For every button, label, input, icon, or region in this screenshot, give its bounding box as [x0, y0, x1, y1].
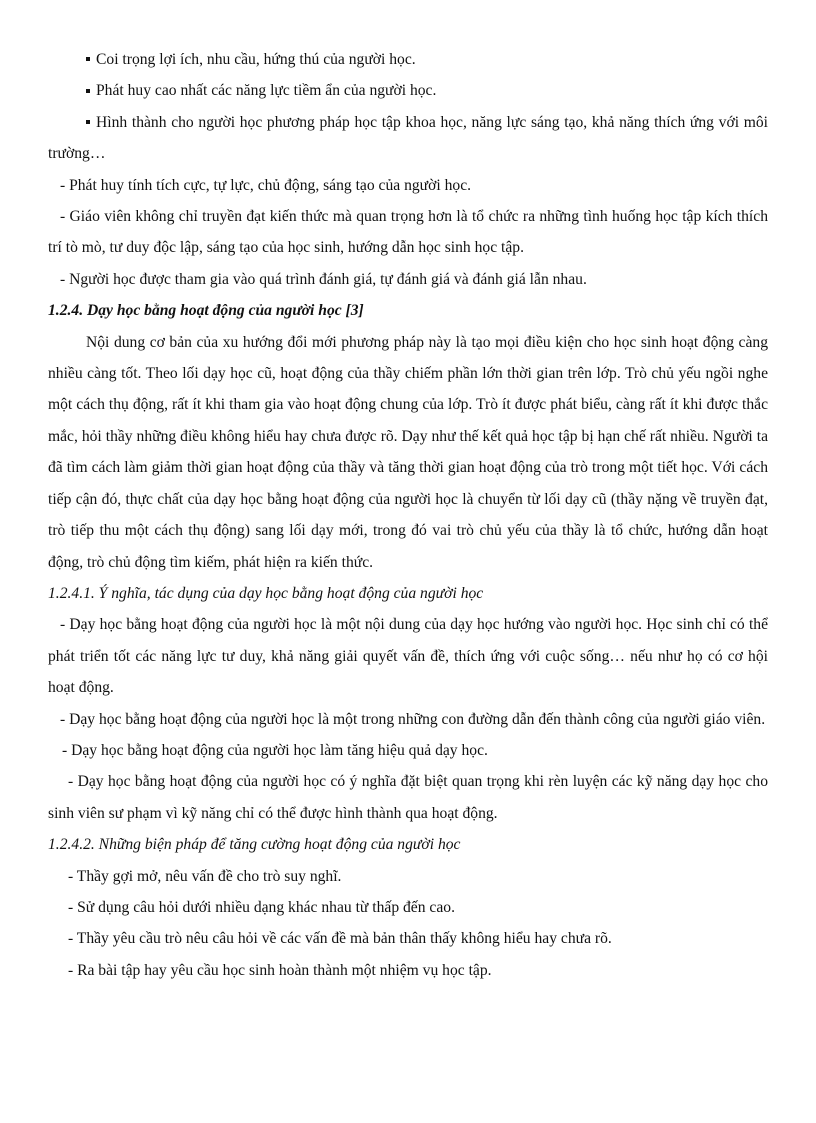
dash-item: - Thầy yêu cầu trò nêu câu hỏi về các vấn đề mà bản thân thấy không hiểu hay chưa rõ. [68, 930, 612, 948]
section-heading-1-2-4-2: 1.2.4.2. Những biện pháp để tăng cường hoạt động của người học [48, 836, 461, 854]
bullet-item [48, 44, 768, 75]
section-heading-1-2-4: 1.2.4. Dạy học bằng hoạt động của người học [3] [48, 302, 364, 320]
dash-item: - Người học được tham gia vào quá trình đánh giá, tự đánh giá và đánh giá lẫn nhau. [60, 270, 587, 288]
square-bullet-icon [86, 89, 90, 93]
dash-item: - Phát huy tính tích cực, tự lực, chủ động, sáng tạo của người học. [60, 176, 472, 194]
dash-item: - Dạy học bằng hoạt động của người học làm tăng hiệu quả dạy học. [62, 741, 488, 759]
bullet-text: Coi trọng lợi ích, nhu cầu, hứng thú của người học. [96, 51, 416, 68]
dash-item: - Dạy học bằng hoạt động của người học là một trong những con đường dẫn đến thành công của người giáo viên. [60, 710, 766, 728]
dash-item: - Giáo viên không chỉ truyền đạt kiến thức mà quan trọng hơn là tổ chức ra những tình huống học tập kích thích trí tò mò, tư duy độc lập, sáng tạo của học sinh, hướng dẫn học sinh học tập. [48, 208, 768, 257]
section-heading-1-2-4-1: 1.2.4.1. Ý nghĩa, tác dụng của dạy học bằng hoạt động của người học [48, 584, 484, 602]
bullet-text: Hình thành cho người học phương pháp học tập khoa học, năng lực sáng tạo, khả năng thích ứng với môi trường… [48, 113, 768, 163]
dash-item: - Sử dụng câu hỏi dưới nhiều dạng khác nhau từ thấp đến cao. [68, 898, 455, 916]
body-paragraph: Nội dung cơ bản của xu hướng đổi mới phương pháp này là tạo mọi điều kiện cho học sinh hoạt động càng nhiều càng tốt. Theo lối dạy học cũ, hoạt động của thầy chiếm phần lớn thời gian trên lớp. Trò chủ yếu ngồi nghe một cách thụ động, rất ít khi tham gia vào hoạt động chung của lớp. Trò ít được phát biểu, càng rất ít khi được thắc mắc, hỏi thầy những điều không hiểu hay chưa được rõ. Dạy như thế kết quả học tập bị hạn chế rất nhiều. Người ta đã tìm cách làm giảm thời gian hoạt động của thầy và tăng thời gian hoạt động của trò trong một tiết học. Với cách tiếp cận đó, thực chất của dạy học bằng hoạt động của người học là chuyển từ lối dạy cũ (thầy nặng về truyền đạt, trò tiếp thu một cách thụ động) sang lối dạy mới, trong đó vai trò chủ yếu của thầy là tổ chức, hướng dẫn hoạt động, trò chủ động tìm kiếm, phát hiện ra kiến thức. [48, 333, 768, 571]
dash-item: - Thầy gợi mở, nêu vấn đề cho trò suy nghĩ. [68, 867, 342, 885]
bullet-text: Phát huy cao nhất các năng lực tiềm ẩn của người học. [96, 82, 437, 100]
bullet-item [48, 75, 768, 106]
dash-item: - Dạy học bằng hoạt động của người học là một nội dung của dạy học hướng vào người học. Học sinh chỉ có thể phát triển tốt các năng lực tư duy, khả năng giải quyết vấn đề, thích ứng với cuộc sống… nếu như họ có cơ hội hoạt động. [48, 616, 768, 697]
dash-item: - Ra bài tập hay yêu cầu học sinh hoàn thành một nhiệm vụ học tập. [68, 961, 492, 979]
square-bullet-icon [86, 120, 90, 124]
square-bullet-icon [86, 57, 90, 61]
bullet-item [48, 107, 768, 170]
dash-item: - Dạy học bằng hoạt động của người học có ý nghĩa đặt biệt quan trọng khi rèn luyện các kỹ năng dạy học cho sinh viên sư phạm vì kỹ năng chỉ có thể được hình thành qua hoạt động. [48, 773, 768, 822]
